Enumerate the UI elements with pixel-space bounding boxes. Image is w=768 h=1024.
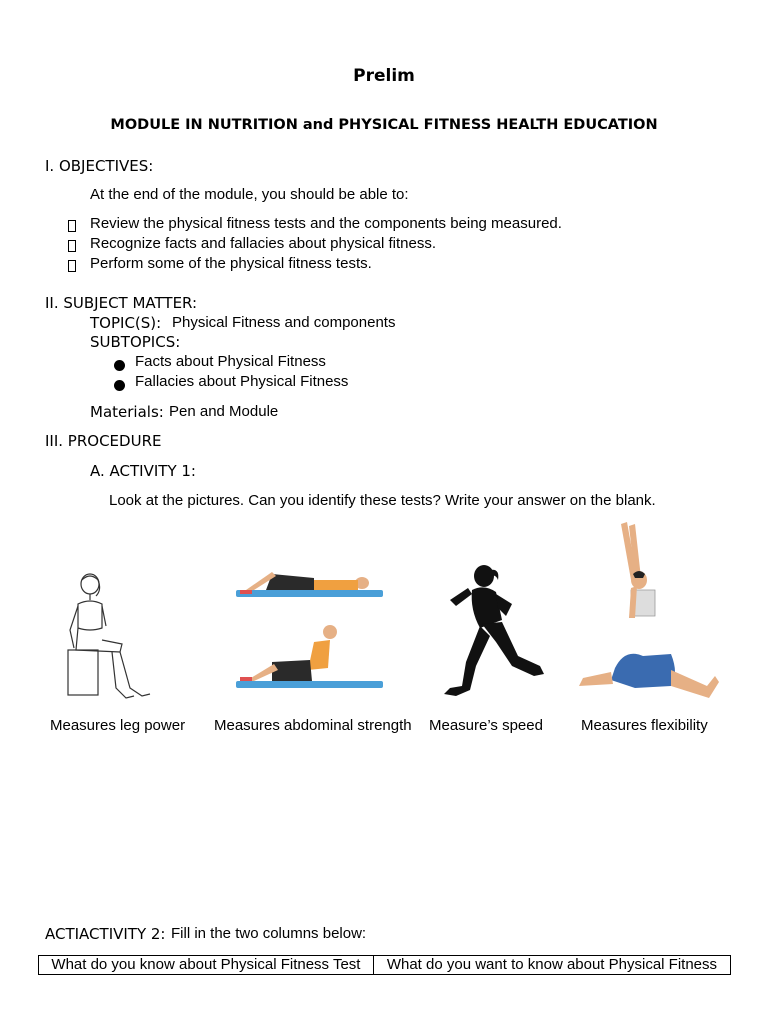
seated-woman-illustration <box>60 570 160 710</box>
runner-illustration <box>440 562 550 702</box>
objectives-intro: At the end of the module, you should be able to: <box>90 186 409 203</box>
activity1-heading: A. ACTIVITY 1: <box>90 462 196 480</box>
objective-bullet-icon <box>68 219 76 237</box>
objective-item: Perform some of the physical fitness tests. <box>90 255 372 272</box>
materials-value: Pen and Module <box>169 403 279 420</box>
module-title: MODULE IN NUTRITION and PHYSICAL FITNESS HEALTH EDUCATION <box>110 117 658 133</box>
objectives-heading: I. OBJECTIVES: <box>45 157 154 175</box>
procedure-heading: III. PROCEDURE <box>45 432 162 450</box>
materials-label: Materials: <box>90 403 164 421</box>
activity2-label: ACTIACTIVITY 2: <box>45 925 166 943</box>
activity1-instruction: Look at the pictures. Can you identify these tests? Write your answer on the blank. <box>109 492 656 509</box>
subtopic-bullet-icon <box>114 378 125 396</box>
activity2-instruction: Fill in the two columns below: <box>171 925 367 942</box>
caption-leg-power: Measures leg power <box>50 717 186 734</box>
topic-label: TOPIC(S): <box>90 314 162 332</box>
situps-illustration <box>232 560 387 695</box>
table-row <box>39 956 731 975</box>
table-header-want-to-know: What do you want to know about Physical Fitness <box>373 956 730 975</box>
subtopics-label: SUBTOPICS: <box>90 333 181 351</box>
caption-speed: Measure’s speed <box>429 717 543 734</box>
caption-flexibility: Measures flexibility <box>581 717 708 734</box>
objective-item: Recognize facts and fallacies about physical fitness. <box>90 235 437 252</box>
topic-value: Physical Fitness and components <box>172 314 396 331</box>
page-title: Prelim <box>353 66 415 86</box>
activity2-table <box>38 955 731 975</box>
subtopic-bullet-icon <box>114 358 125 376</box>
subject-matter-heading: II. SUBJECT MATTER: <box>45 294 198 312</box>
split-stretch-illustration <box>575 518 720 708</box>
objective-bullet-icon <box>68 259 76 277</box>
objective-bullet-icon <box>68 239 76 257</box>
table-header-know: What do you know about Physical Fitness Test <box>39 956 374 975</box>
caption-abdominal-strength: Measures abdominal strength <box>214 717 412 734</box>
subtopic-item: Fallacies about Physical Fitness <box>135 373 349 390</box>
objective-item: Review the physical fitness tests and the components being measured. <box>90 215 562 232</box>
subtopic-item: Facts about Physical Fitness <box>135 353 326 370</box>
